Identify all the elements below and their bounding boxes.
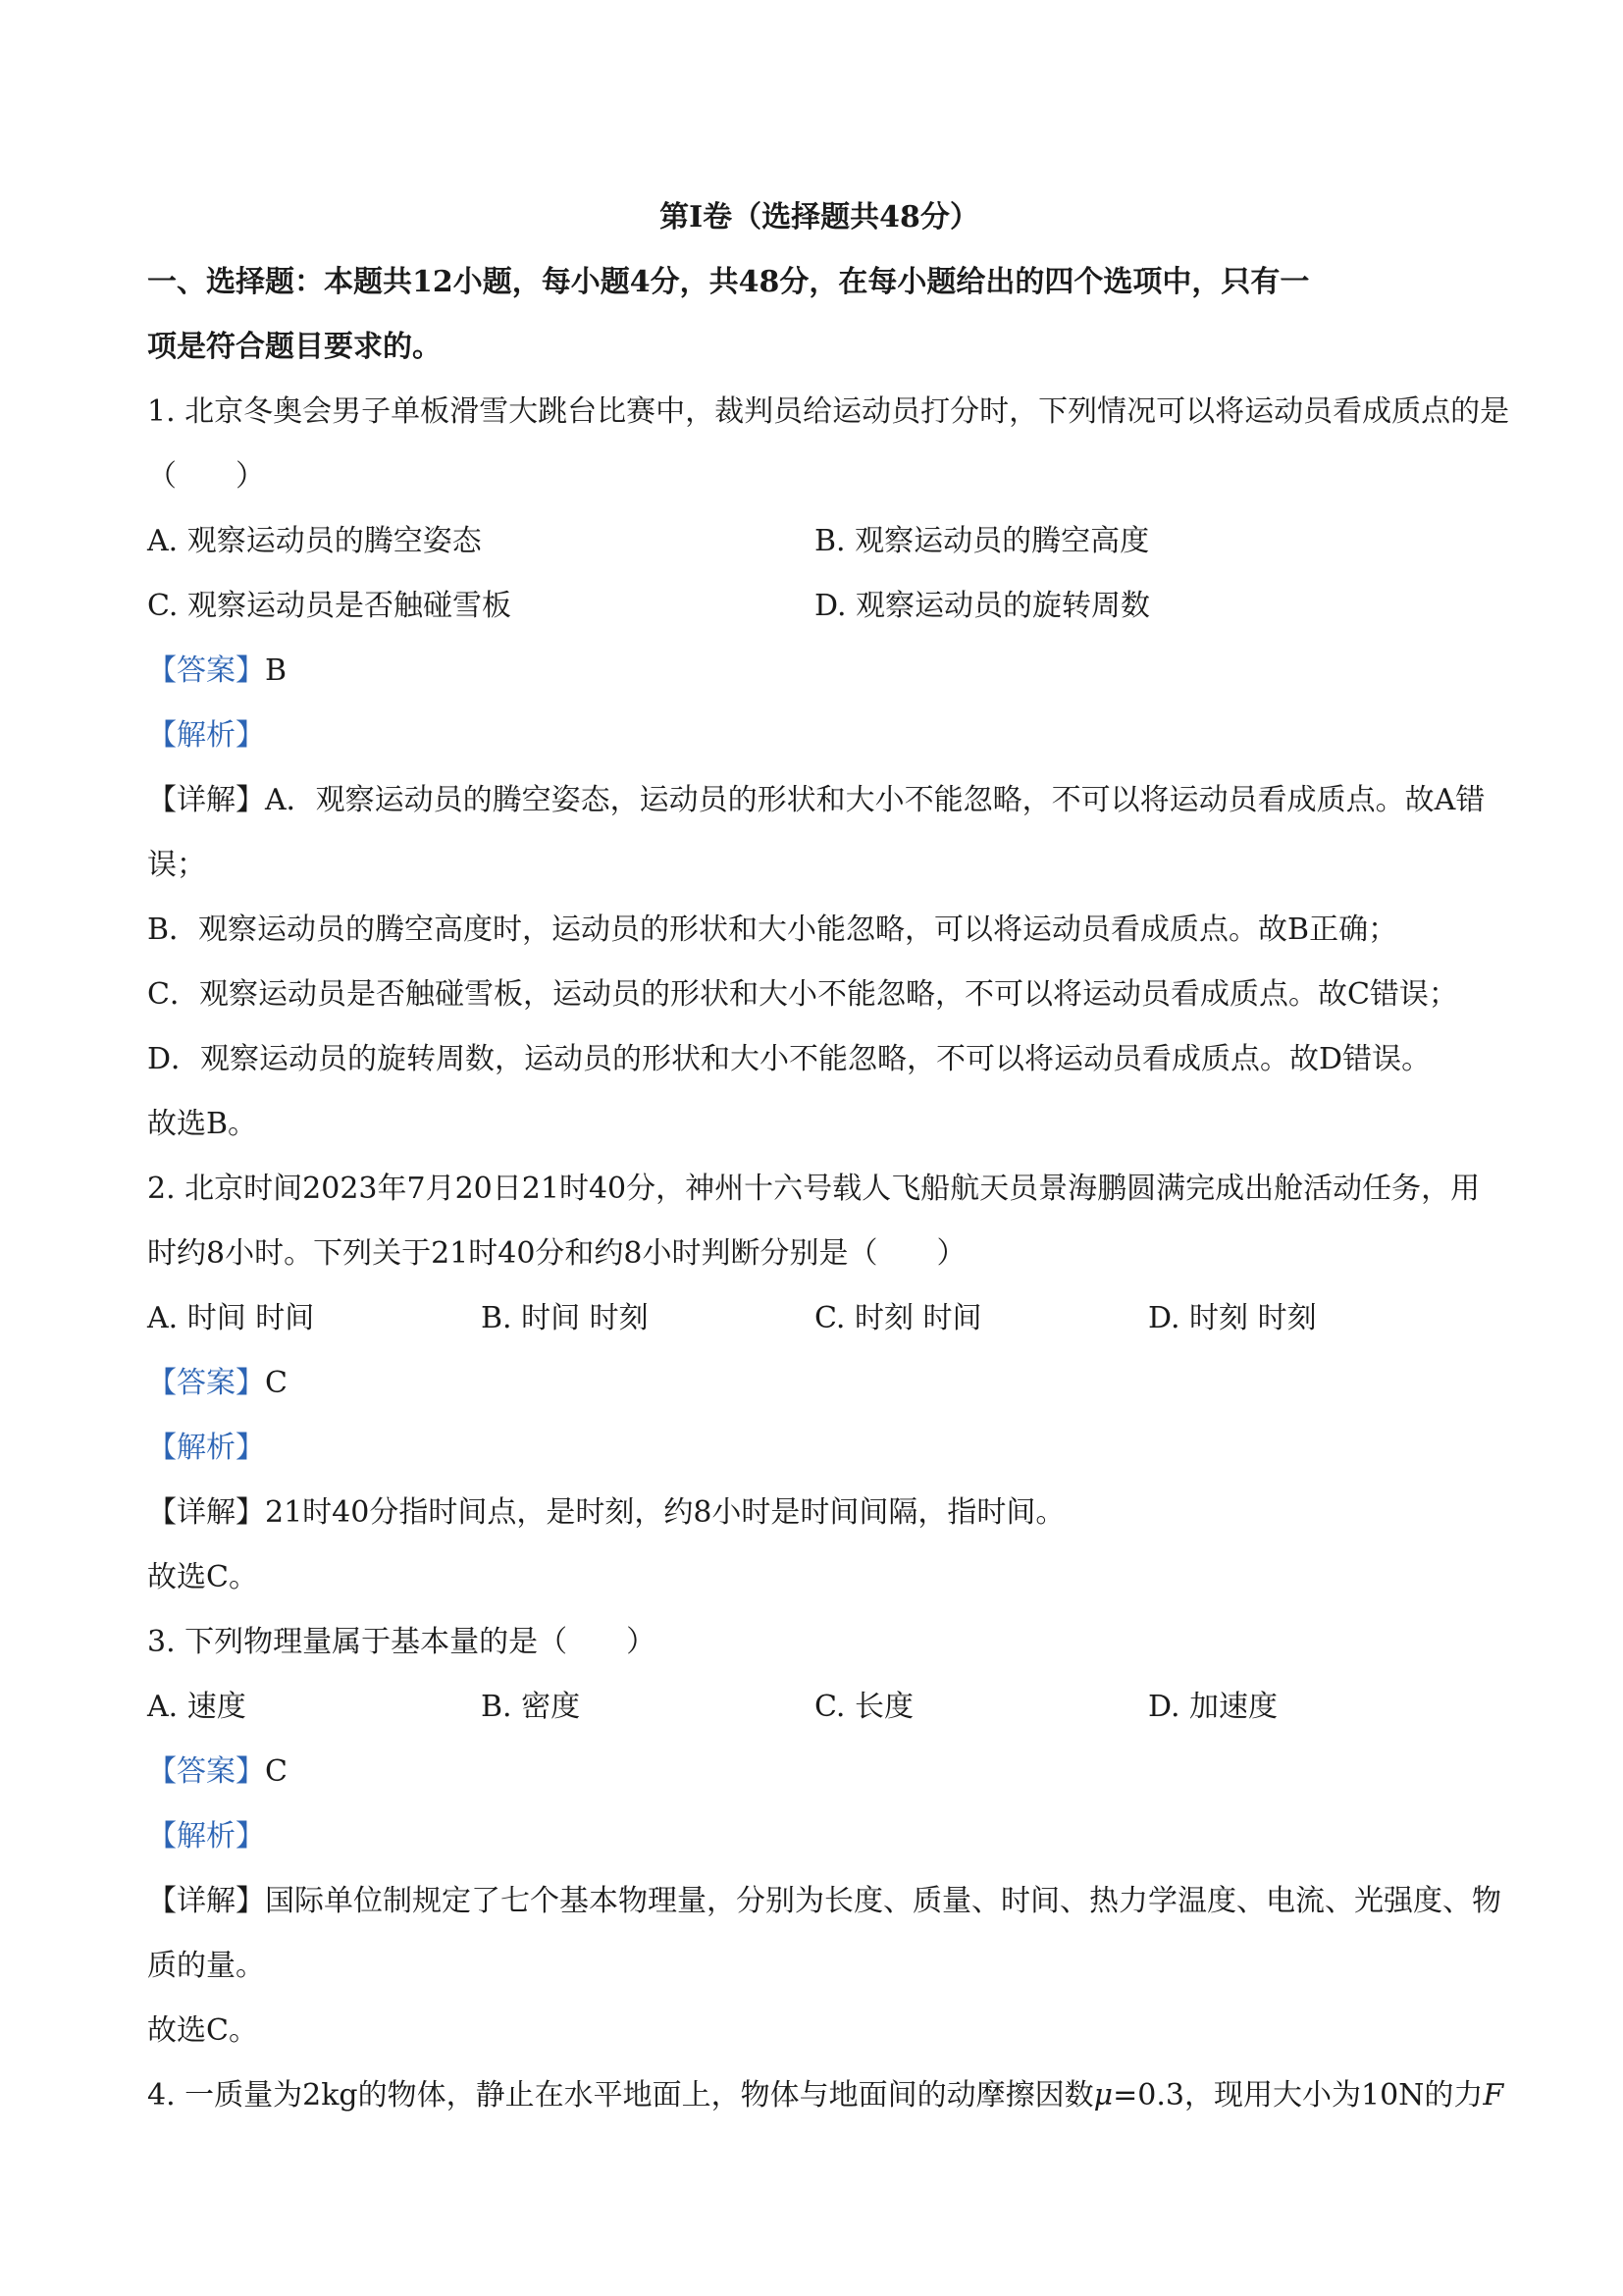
q2-analysis-label: 【解析】: [147, 1431, 265, 1465]
section-title: 第Ⅰ卷（选择题共48分）: [659, 200, 979, 235]
q1-detail-line-4: C．观察运动员是否触碰雪板，运动员的形状和大小不能忽略，不可以将运动员看成质点。故C错误；: [147, 977, 1458, 1012]
answer-label: 【答案】: [147, 653, 265, 688]
q1-analysis-label: 【解析】: [147, 718, 265, 753]
answer-label: 【答案】: [147, 1754, 265, 1789]
detail-label: 【详解】: [147, 783, 265, 817]
q1-answer-line: [147, 652, 287, 691]
q3-option-a: A. 速度: [147, 1690, 246, 1724]
q1-conclusion: 故选B。: [147, 1107, 258, 1141]
q3-detail-line-2: 质的量。: [147, 1949, 265, 1983]
q4-stem-text-b: =0.3，现用大小为10N的力: [1113, 2078, 1484, 2113]
q1-option-d: D. 观察运动员的旋转周数: [814, 589, 1151, 623]
part-heading-line-2: 项是符合题目要求的。: [147, 330, 442, 364]
q3-detail-text-1: 国际单位制规定了七个基本物理量，分别为长度、质量、时间、热力学温度、电流、光强度、物: [265, 1884, 1501, 1918]
q4-mu-symbol: μ: [1093, 2078, 1114, 2113]
q2-detail-text-1: 21时40分指时间点，是时刻，约8小时是时间间隔，指时间。: [265, 1495, 1066, 1530]
part-heading-line-1: 一、选择题：本题共12小题，每小题4分，共48分，在每小题给出的四个选项中，只有一: [147, 265, 1310, 299]
detail-label: 【详解】: [147, 1884, 265, 1918]
q3-conclusion: 故选C。: [147, 2013, 258, 2048]
q1-stem-line-1: 1. 北京冬奥会男子单板滑雪大跳台比赛中，裁判员给运动员打分时，下列情况可以将运动员看成质点的是: [147, 394, 1510, 429]
q1-detail-line-1: [147, 781, 1485, 820]
q4-stem-text-a: 4. 一质量为2kg的物体，静止在水平地面上，物体与地面间的动摩擦因数: [147, 2078, 1094, 2113]
q1-option-c: C. 观察运动员是否触碰雪板: [147, 589, 511, 623]
q1-option-b: B. 观察运动员的腾空高度: [814, 524, 1150, 558]
answer-label: 【答案】: [147, 1366, 265, 1400]
q2-option-a: A. 时间 时间: [147, 1301, 315, 1335]
q2-detail-line-1: [147, 1493, 1065, 1533]
q2-answer-line: [147, 1364, 288, 1403]
q2-option-b: B. 时间 时刻: [481, 1301, 649, 1335]
detail-label: 【详解】: [147, 1495, 265, 1530]
q4-force-symbol: F: [1483, 2078, 1504, 2113]
q1-detail-line-5: D．观察运动员的旋转周数，运动员的形状和大小不能忽略，不可以将运动员看成质点。故D错误。: [147, 1042, 1432, 1076]
q1-detail-text-1: A．观察运动员的腾空姿态，运动员的形状和大小不能忽略，不可以将运动员看成质点。故A错: [265, 783, 1486, 817]
q3-option-c: C. 长度: [814, 1690, 914, 1724]
q2-option-c: C. 时刻 时间: [814, 1301, 982, 1335]
q3-detail-line-1: [147, 1882, 1501, 1921]
q3-answer-line: [147, 1752, 288, 1792]
q2-stem-line-2: 时约8小时。下列关于21时40分和约8小时判断分别是（ ）: [147, 1236, 967, 1271]
q1-detail-line-2: 误；: [147, 848, 206, 882]
q3-answer: C: [265, 1754, 288, 1789]
q2-conclusion: 故选C。: [147, 1560, 258, 1594]
q2-option-d: D. 时刻 时刻: [1148, 1301, 1317, 1335]
q3-stem-line-1: 3. 下列物理量属于基本量的是（ ）: [147, 1625, 656, 1659]
q3-option-b: B. 密度: [481, 1690, 581, 1724]
q2-stem-line-1: 2. 北京时间2023年7月20日21时40分，神州十六号载人飞船航天员景海鹏圆满完成出舱活动任务，用: [147, 1172, 1481, 1206]
q1-answer: B: [265, 653, 288, 688]
q2-answer: C: [265, 1366, 288, 1400]
q3-analysis-label: 【解析】: [147, 1819, 265, 1853]
q3-option-d: D. 加速度: [1148, 1690, 1279, 1724]
q1-stem-line-2: （ ）: [147, 459, 265, 494]
q4-stem-line-1: [147, 2076, 1503, 2115]
q1-option-a: A. 观察运动员的腾空姿态: [147, 524, 482, 558]
q1-detail-line-3: B．观察运动员的腾空高度时，运动员的形状和大小能忽略，可以将运动员看成质点。故B正确；: [147, 913, 1398, 947]
